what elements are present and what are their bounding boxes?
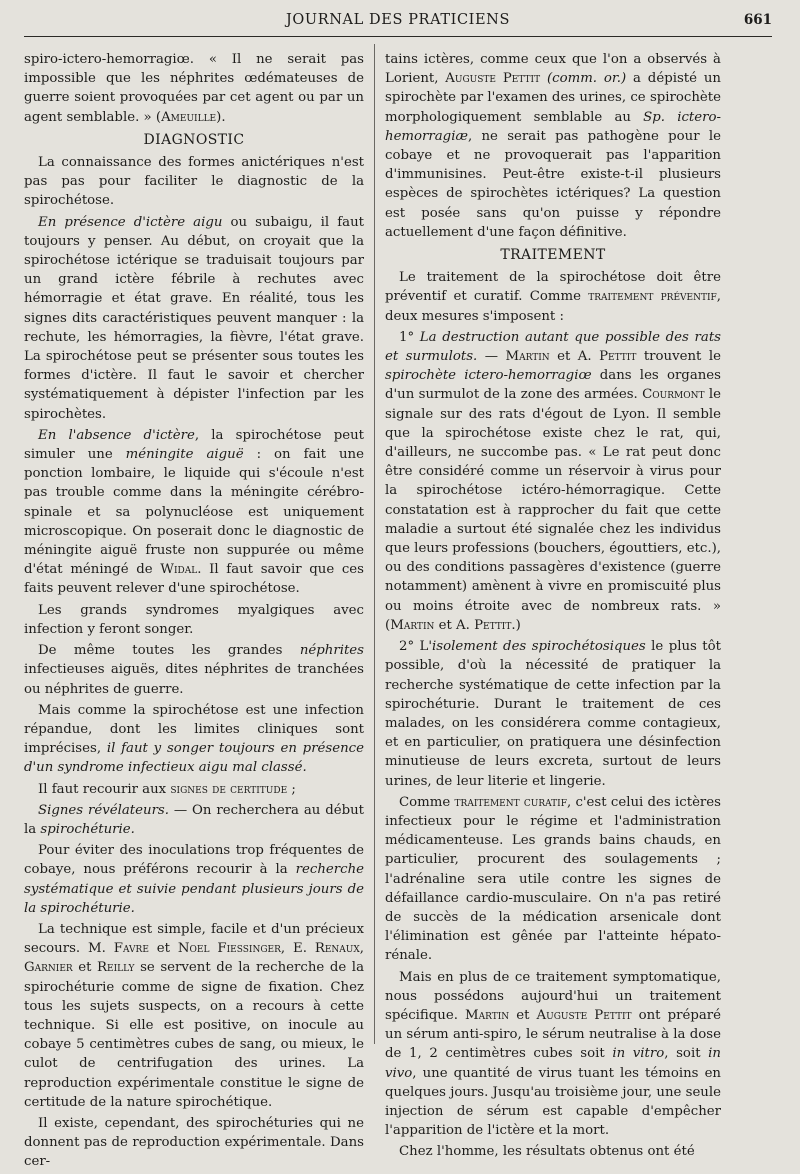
paragraph: Les grands syndromes myalgiques avec infection y feront songer.: [24, 602, 364, 637]
paragraph: 1° La destruction autant que possible des rats et surmulots. — Martin et A. Pettit trouvent le spirochète ictero-hemorragiœ dans les organes d'un surmulot de la zone des armées. Courmont le signale sur des rats d'égout de Lyon. Il semble que la spirochétose existe chez le rat, qui, d'ailleurs, ne succombe pas. « Le rat peut donc être considéré comme un réservoir à virus pour la spirochétose ictéro-hémorragique. Cette constatation est à rapprocher du fait que cette maladie a surtout été signalée chez les individus que leurs professions (bouchers, égouttiers, etc.), ou des conditions passagères d'existence (guerre notamment) amènent à vivre en promiscuité plus ou moins étroite avec de nombreux rats. » (Martin et A. Pettit.): [385, 329, 722, 633]
paragraph: 2° L'isolement des spirochétosiques le plus tôt possible, d'où la nécessité de pratiquer la recherche systématique de cette infection par la spirochéturie. Durant le traitement de ces malades, on les considérera comme contagieux, et en particulier, on pratiquera une désinfection minutieuse de leurs excreta, surtout de leurs urines, de leur literie et lingerie.: [385, 639, 721, 789]
right-column: [385, 50, 721, 1164]
paragraph: Pour éviter des inoculations trop fréquentes de cobaye, nous préférons recourir à la recherche systématique et suivie pendant plusieurs jours de la spirochéturie.: [24, 843, 364, 916]
section-heading-traitement: TRAITEMENT: [500, 247, 606, 264]
left-column: [24, 50, 364, 1174]
paragraph: La connaissance des formes anictériques n'est pas pas pour faciliter le diagnostic de la spirochétose.: [24, 155, 364, 209]
page-number: 661: [743, 12, 772, 28]
paragraph: Comme traitement curatif, c'est celui des ictères infectieux pour le régime et l'administration médicamenteuse. Les grands bains chauds, en particulier, procurent des soulagements ; l'adrénaline sera utile contre les signes de défaillance cardio-musculaire. On n'a pas retiré de succès de la médication arsenicale dont l'élimination est gênée par l'atteinte hépato-rénale.: [385, 794, 721, 964]
paragraph: La technique est simple, facile et d'un précieux secours. M. Favre et Noel Fiessinger, E. Renaux, Garnier et Reilly se servent de la recherche de la spirochéturie comme de signe de fixation. Chez tous les sujets suspects, on a recours à cette technique. Si elle est positive, on inocule au cobaye 5 centimètres cubes de sang, ou mieux, le culot de centrifugation des urines. La reproduction expérimentale constitue le signe de certitude de la nature spirochétique.: [24, 921, 364, 1110]
journal-title: JOURNAL DES PRATICIENS: [286, 12, 510, 28]
paragraph: En présence d'ictère aigu ou subaigu, il faut toujours y penser. Au début, on croyait que la spirochétose ictérique se traduisait toujours par un grand ictère fébrile à rechutes avec hémorragie et état grave. En réalité, tous les signes dits caractéristiques peuvent manquer : la rechute, les hémorragies, la fièvre, l'état grave. La spirochétose peut se présenter sous toutes les formes d'ictère. Il faut le savoir et chercher systématiquement à dépister l'infection par les spirochètes.: [24, 214, 364, 422]
column-divider: [374, 44, 375, 1044]
paragraph: En l'absence d'ictère, la spirochétose peut simuler une méningite aiguë : on fait une ponction lombaire, le liquide qui s'écoule n'est pas trouble comme dans la méningite cérébro-spinale et sa polynucléose est uniquement microscopique. On poserait donc le diagnostic de méningite aiguë fruste non suppurée ou même d'état méningé de Widal. Il faut savoir que ces faits peuvent relever d'une spirochétose.: [24, 427, 364, 597]
paragraph: Mais en plus de ce traitement symptomatique, nous possédons aujourd'hui un traitement spécifique. Martin et Auguste Pettit ont préparé un sérum anti-spiro, le sérum neutralise à la dose de 1, 2 centimètres cubes soit in vitro, soit in vivo, une quantité de virus tuant les témoins en quelques jours. Jusqu'au troisième jour, une seule injection de sérum est capable d'empêcher l'apparition de l'ictère et la mort.: [385, 969, 721, 1139]
paragraph: Chez l'homme, les résultats obtenus ont été: [399, 1144, 695, 1160]
paragraph: Mais comme la spirochétose est une infection répandue, dont les limites cliniques sont imprécises, il faut y songer toujours en présence d'un syndrome infectieux aigu mal classé.: [24, 702, 364, 776]
paragraph-continued: tains ictères, comme ceux que l'on a observés à Lorient, Auguste Pettit (comm. or.) a dépisté un spirochète par l'examen des urines, ce spirochète morphologiquement semblable au Sp. ictero-hemorragiæ, ne serait pas pathogène pour le cobaye et ne provoquerait pas l'apparition d'immunisines. Peut-être existe-t-il plusieurs espèces de spirochètes ictériques? La question est posée sans qu'on puisse y répondre actuellement d'une façon définitive.: [385, 52, 722, 240]
paragraph-intro: spiro-ictero-hemorragiœ. « Il ne serait pas impossible que les néphrites œdémateuses de guerre soient provoquées par cet agent ou par un agent semblable. » (Ameuille).: [24, 52, 364, 125]
paragraph: Signes révélateurs. — On recherchera au début la spirochéturie.: [24, 802, 365, 837]
page-header: [24, 10, 772, 37]
paragraph: Le traitement de la spirochétose doit être préventif et curatif. Comme traitement préventif, deux mesures s'imposent :: [385, 270, 721, 324]
paragraph: Il existe, cependant, des spirochéturies qui ne donnent pas de reproduction expérimentale. Dans cer-: [24, 1115, 364, 1170]
paragraph: Il faut recourir aux signes de certitude ;: [38, 781, 296, 797]
paragraph: De même toutes les grandes néphrites infectieuses aiguës, dites néphrites de tranchées ou néphrites de guerre.: [24, 643, 364, 697]
section-heading-diagnostic: DIAGNOSTIC: [143, 131, 245, 148]
